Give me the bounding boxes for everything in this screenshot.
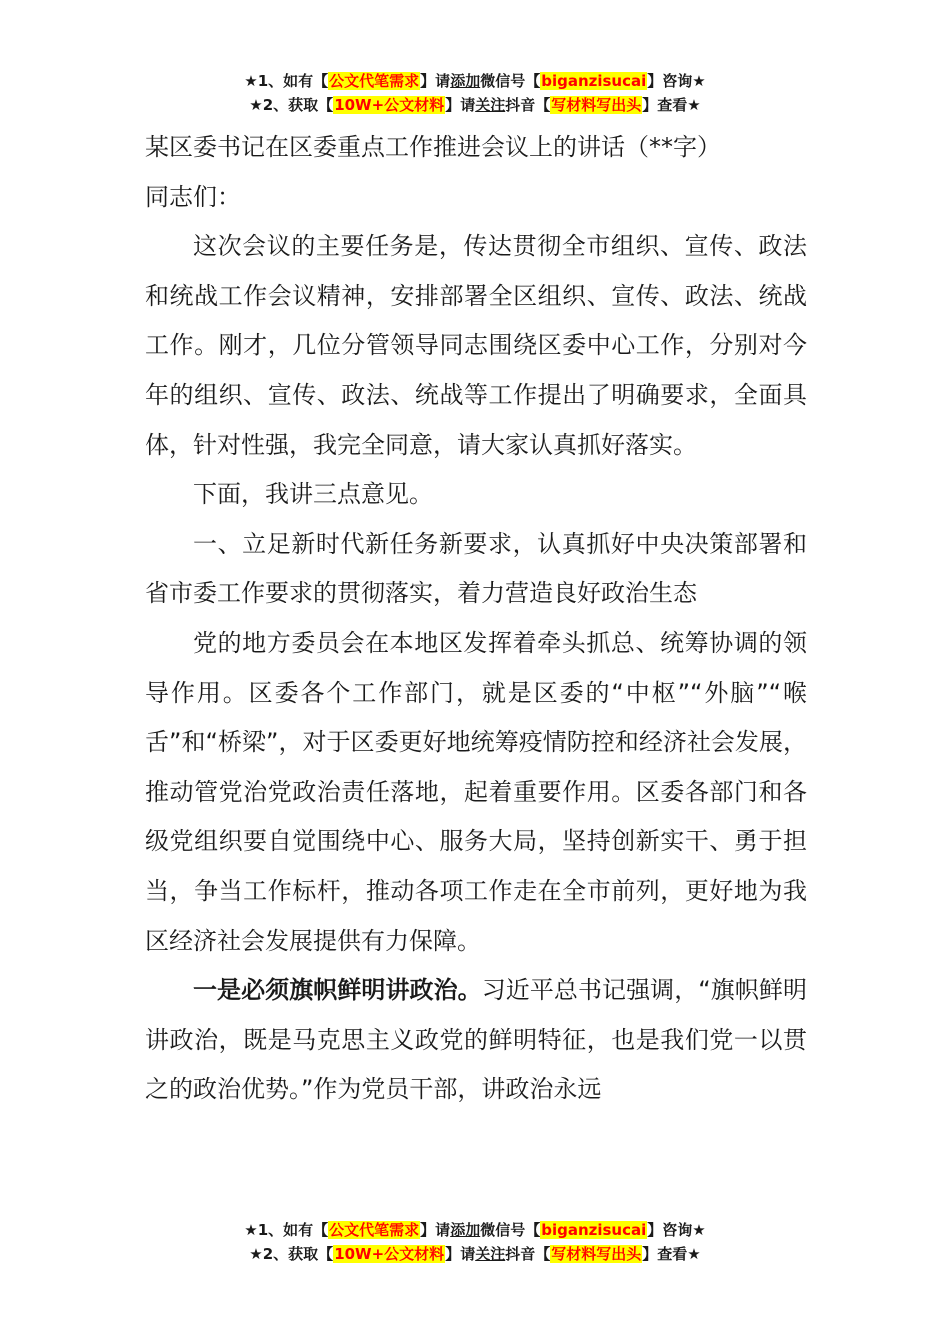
banner-line-1-footer: ★1、如有【公文代笔需求】请添加微信号【biganzisucai】咨询★ xyxy=(244,1221,706,1239)
section-heading-1: 一、立足新时代新任务新要求，认真抓好中央决策部署和省市委工作要求的贯彻落实，着力营造良好政治生态 xyxy=(145,529,807,608)
highlight-wechat-id-footer: biganzisucai xyxy=(541,1221,647,1239)
highlight-materials-footer: 10W+公文材料 xyxy=(334,1245,445,1263)
highlight-douyin-footer: 写材料写出头 xyxy=(551,1245,642,1263)
banner-line-2: ★2、获取【10W+公文材料】请关注抖音【写材料写出头】查看★ xyxy=(249,96,701,114)
paragraph-4-lead: 一是必须旗帜鲜明讲政治。 xyxy=(193,976,482,1005)
highlight-wechat-id: biganzisucai xyxy=(541,72,647,90)
document-title: 某区委书记在区委重点工作推进会议上的讲话（**字） xyxy=(145,133,721,161)
paragraph-3: 党的地方委员会在本地区发挥着牵头抓总、统筹协调的领导作用。区委各个工作部门，就是区委的“中枢”“外脑”“喉舌”和“桥梁”，对于区委更好地统筹疫情防控和经济社会发展，推动管党治党政治责任落地，起着重要作用。区委各部门和各级党组织要自觉围绕中心、服务大局，坚持创新实干、勇于担当，争当工作标杆，推动各项工作走在全市前列，更好地为我区经济社会发展提供有力保障。 xyxy=(145,628,807,955)
paragraph-4 xyxy=(145,966,807,1115)
highlight-materials: 10W+公文材料 xyxy=(334,96,445,114)
header-banner xyxy=(0,69,950,117)
paragraph-1: 这次会议的主要任务是，传达贯彻全市组织、宣传、政法和统战工作会议精神，安排部署全区组织、宣传、政法、统战工作。刚才，几位分管领导同志围绕区委中心工作，分别对今年的组织、宣传、政法、统战等工作提出了明确要求，全面具体，针对性强，我完全同意，请大家认真抓好落实。 xyxy=(145,232,807,459)
banner-line-2-footer: ★2、获取【10W+公文材料】请关注抖音【写材料写出头】查看★ xyxy=(249,1245,701,1263)
footer-banner xyxy=(0,1218,950,1266)
highlight-douyin: 写材料写出头 xyxy=(551,96,642,114)
document-body xyxy=(145,123,807,1115)
highlight-ghostwriting: 公文代笔需求 xyxy=(329,72,420,90)
paragraph-2: 下面，我讲三点意见。 xyxy=(193,480,433,509)
highlight-ghostwriting-footer: 公文代笔需求 xyxy=(329,1221,420,1239)
paragraph-4-text: 习近平总书记强调，“旗帜鲜明讲政治，既是马克思主义政党的鲜明特征，也是我们党一以贯之的政治优势。”作为党员干部，讲政治永远 xyxy=(145,976,807,1104)
greeting: 同志们： xyxy=(145,182,241,211)
banner-line-1: ★1、如有【公文代笔需求】请添加微信号【biganzisucai】咨询★ xyxy=(244,72,706,90)
